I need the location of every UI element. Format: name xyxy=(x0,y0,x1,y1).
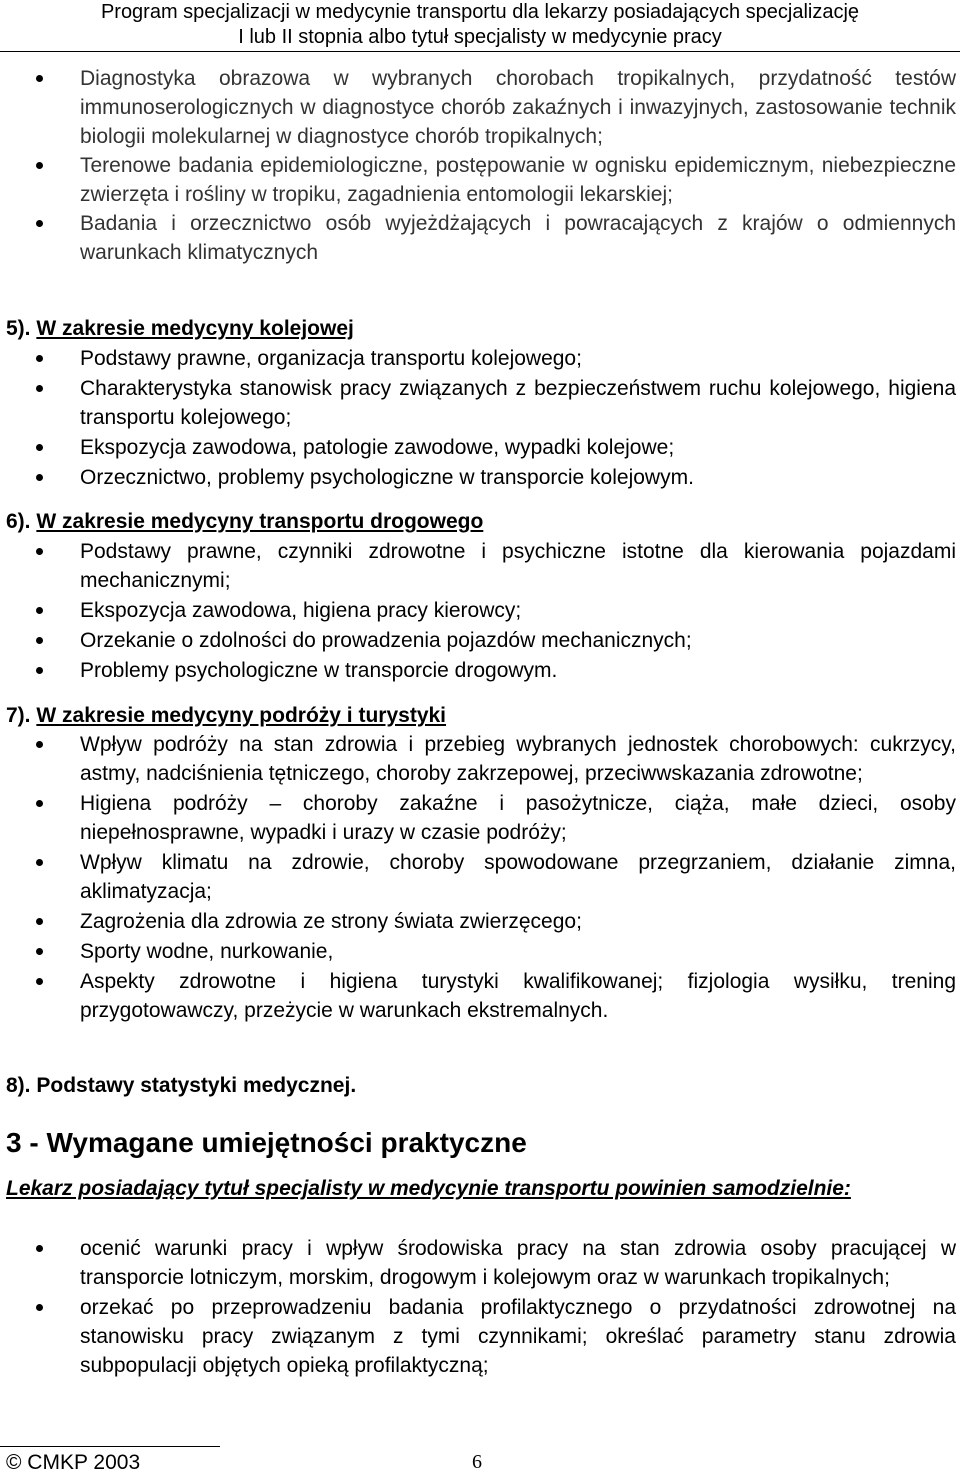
list-item: orzekać po przeprowadzeniu badania profilaktycznego o przydatności zdrowotnej na stanowisku pracy związanym z tymi czynnikami; określać parametry stanu zdrowia subpopulacji objętych opieką profilaktyczną; xyxy=(0,1293,960,1380)
list-item: Wpływ klimatu na zdrowie, choroby spowodowane przegrzaniem, działanie zimna, aklimatyzacja; xyxy=(0,848,960,906)
top-bullet-list xyxy=(0,64,960,267)
list-item: Problemy psychologiczne w transporcie drogowym. xyxy=(0,656,960,685)
page-number: 6 xyxy=(472,1451,482,1473)
list-item: Ekspozycja zawodowa, higiena pracy kierowcy; xyxy=(0,596,960,625)
list-item: Orzecznictwo, problemy psychologiczne w transporcie kolejowym. xyxy=(0,463,960,492)
bullet-icon xyxy=(36,1304,43,1311)
list-item: ocenić warunki pracy i wpływ środowiska pracy na stan zdrowia osoby pracującej w transporcie lotniczym, morskim, drogowym i kolejowym oraz w warunkach tropikalnych; xyxy=(0,1234,960,1292)
bullet-icon xyxy=(36,667,43,674)
header-line-1: Program specjalizacji w medycynie transportu dla lekarzy posiadających specjalizację xyxy=(100,1,860,23)
chapter-title: 3 - Wymagane umiejętności praktyczne xyxy=(6,1127,527,1158)
bullet-icon xyxy=(36,918,43,925)
bullet-icon xyxy=(36,800,43,807)
list-item: Ekspozycja zawodowa, patologie zawodowe, wypadki kolejowe; xyxy=(0,433,960,462)
bullet-icon xyxy=(36,741,43,748)
header-line-2: I lub II stopnia albo tytuł specjalisty w medycynie pracy xyxy=(238,26,722,48)
bullet-icon xyxy=(36,1245,43,1252)
list-item: Podstawy prawne, czynniki zdrowotne i psychiczne istotne dla kierowania pojazdami mechanicznymi; xyxy=(0,537,960,595)
list-item: Sporty wodne, nurkowanie, xyxy=(0,937,960,966)
bullet-icon xyxy=(36,637,43,644)
section-6-heading: 6). W zakresie medycyny transportu drogowego xyxy=(6,510,484,533)
bullet-icon xyxy=(36,548,43,555)
section-7-heading: 7). W zakresie medycyny podróży i turystyki xyxy=(6,704,447,727)
bullet-icon xyxy=(36,948,43,955)
list-item: Podstawy prawne, organizacja transportu kolejowego; xyxy=(0,344,960,373)
bullet-icon xyxy=(36,355,43,362)
section-7-list xyxy=(0,730,960,1025)
list-item: Terenowe badania epidemiologiczne, postępowanie w ognisku epidemicznym, niebezpieczne zwierzęta i rośliny w tropiku, zagadnienia entomologii lekarskiej; xyxy=(0,151,960,209)
bullet-icon xyxy=(36,220,43,227)
page-header xyxy=(0,0,960,50)
footer-divider xyxy=(0,1446,220,1447)
section-5-heading: 5). W zakresie medycyny kolejowej xyxy=(6,317,354,340)
bullet-icon xyxy=(36,978,43,985)
section-8-heading: 8). Podstawy statystyki medycznej. xyxy=(6,1074,357,1097)
list-item: Charakterystyka stanowisk pracy związanych z bezpieczeństwem ruchu kolejowego, higiena transportu kolejowego; xyxy=(0,374,960,432)
bullet-icon xyxy=(36,75,43,82)
footer-copyright: © CMKP 2003 xyxy=(6,1451,141,1474)
list-item: Diagnostyka obrazowa w wybranych chorobach tropikalnych, przydatność testów immunoserologicznych w diagnostyce chorób zakaźnych i inwazyjnych, zastosowanie technik biologii molekularnej w diagnostyce chorób tropikalnych; xyxy=(0,64,960,151)
bullet-icon xyxy=(36,607,43,614)
list-item: Badania i orzecznictwo osób wyjeżdżających i powracających z krajów o odmiennych warunkach klimatycznych xyxy=(0,209,960,267)
section-6-list xyxy=(0,537,960,685)
bullet-icon xyxy=(36,444,43,451)
list-item: Wpływ podróży na stan zdrowia i przebieg wybranych jednostek chorobowych: cukrzycy, astmy, nadciśnienia tętniczego, choroby zakrzepowej, przeciwwskazania zdrowotne; xyxy=(0,730,960,788)
list-item: Higiena podróży – choroby zakaźne i pasożytnicze, ciąża, małe dzieci, osoby niepełnosprawne, wypadki i urazy w czasie podróży; xyxy=(0,789,960,847)
chapter-lead: Lekarz posiadający tytuł specjalisty w medycynie transportu powinien samodzielnie: xyxy=(6,1177,851,1200)
header-divider xyxy=(0,51,960,52)
skills-list xyxy=(0,1234,960,1380)
list-item: Aspekty zdrowotne i higiena turystyki kwalifikowanej; fizjologia wysiłku, trening przygotowawczy, przeżycie w warunkach ekstremalnych. xyxy=(0,967,960,1025)
bullet-icon xyxy=(36,474,43,481)
bullet-icon xyxy=(36,162,43,169)
bullet-icon xyxy=(36,859,43,866)
bullet-icon xyxy=(36,385,43,392)
section-5-list xyxy=(0,344,960,492)
list-item: Zagrożenia dla zdrowia ze strony świata zwierzęcego; xyxy=(0,907,960,936)
list-item: Orzekanie o zdolności do prowadzenia pojazdów mechanicznych; xyxy=(0,626,960,655)
